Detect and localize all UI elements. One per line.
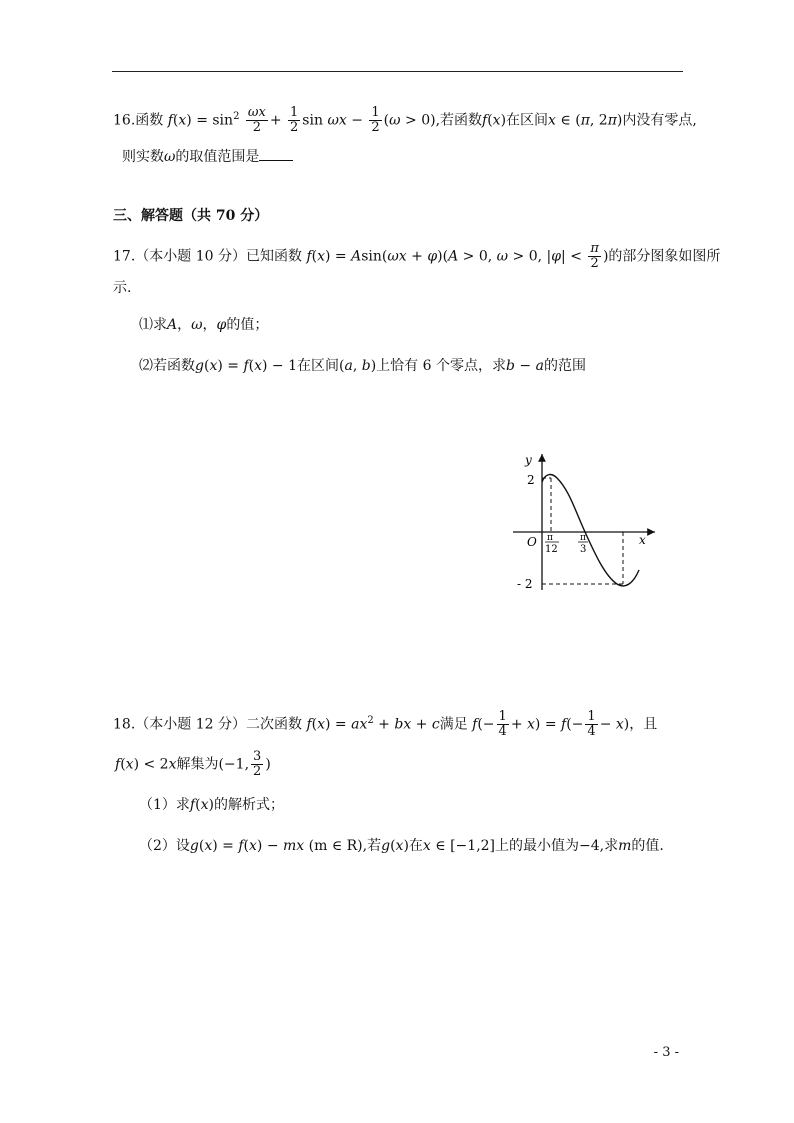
- tick-label-pi-12-den: 12: [545, 544, 558, 555]
- tick-label-pi-12-num: π: [547, 533, 553, 543]
- question-16-line-2: 则实数ω的取值范围是: [122, 146, 293, 167]
- origin-label: O: [527, 535, 537, 549]
- tick-label-pi-3-num: π: [580, 533, 586, 543]
- question-18-part-2: （2）设g(x) = f(x) − mx (m ∈ R),若g(x)在x ∈ [−1,2]上的最小值为−4,求m的值.: [139, 838, 664, 854]
- y-max-label: 2: [527, 473, 535, 487]
- question-16-line-1: 16.函数 $f(x) = \sin^2$ $\frac{\omega x}{2}$ + $\frac{1}{2}$ sin ωx − $\frac{1}{2}$ (ω > 0),若函数f(x)在区间x ∈ (π, 2π)内没有零点,: [113, 105, 697, 135]
- question-17-line-2: 示.: [113, 280, 132, 296]
- y-axis-label: y: [525, 453, 532, 467]
- question-17-part-2: ⑵若函数g(x) = f(x) − 1在区间(a, b)上恰有 6 个零点，求b − a的范围: [139, 358, 586, 374]
- section-heading: 三、解答题（共 70 分）: [113, 208, 269, 224]
- question-17-part-1: ⑴求A，ω，φ的值；: [139, 317, 269, 333]
- header-rule: [112, 71, 683, 72]
- y-min-label: - 2: [517, 577, 533, 591]
- question-17-line-1: 17.（本小题 10 分）已知函数 f(x) = Asin(ωx + φ)(A > 0, ω > 0, |φ| < $\frac{\pi}{2}$ )的部分图象如图所: [113, 241, 721, 271]
- page-number: - 3 -: [653, 1045, 679, 1060]
- tick-label-pi-3-den: 3: [580, 544, 587, 555]
- sine-curve: [542, 475, 639, 586]
- answer-blank: [259, 146, 293, 161]
- sine-graph-figure: [505, 448, 665, 598]
- question-18-line-2: f(x) < 2x解集为(−1, $\frac{3}{2}$ ): [115, 749, 271, 779]
- x-axis-label: x: [639, 533, 646, 547]
- question-18-part-1: （1）求f(x)的解析式；: [139, 797, 284, 813]
- question-18-line-1: 18.（本小题 12 分）二次函数 $f(x) = ax^2$ + bx + c满足 f(− $\frac{1}{4}$ + x) = f(− $\frac{1}{4}$ − x)，且: [113, 709, 658, 739]
